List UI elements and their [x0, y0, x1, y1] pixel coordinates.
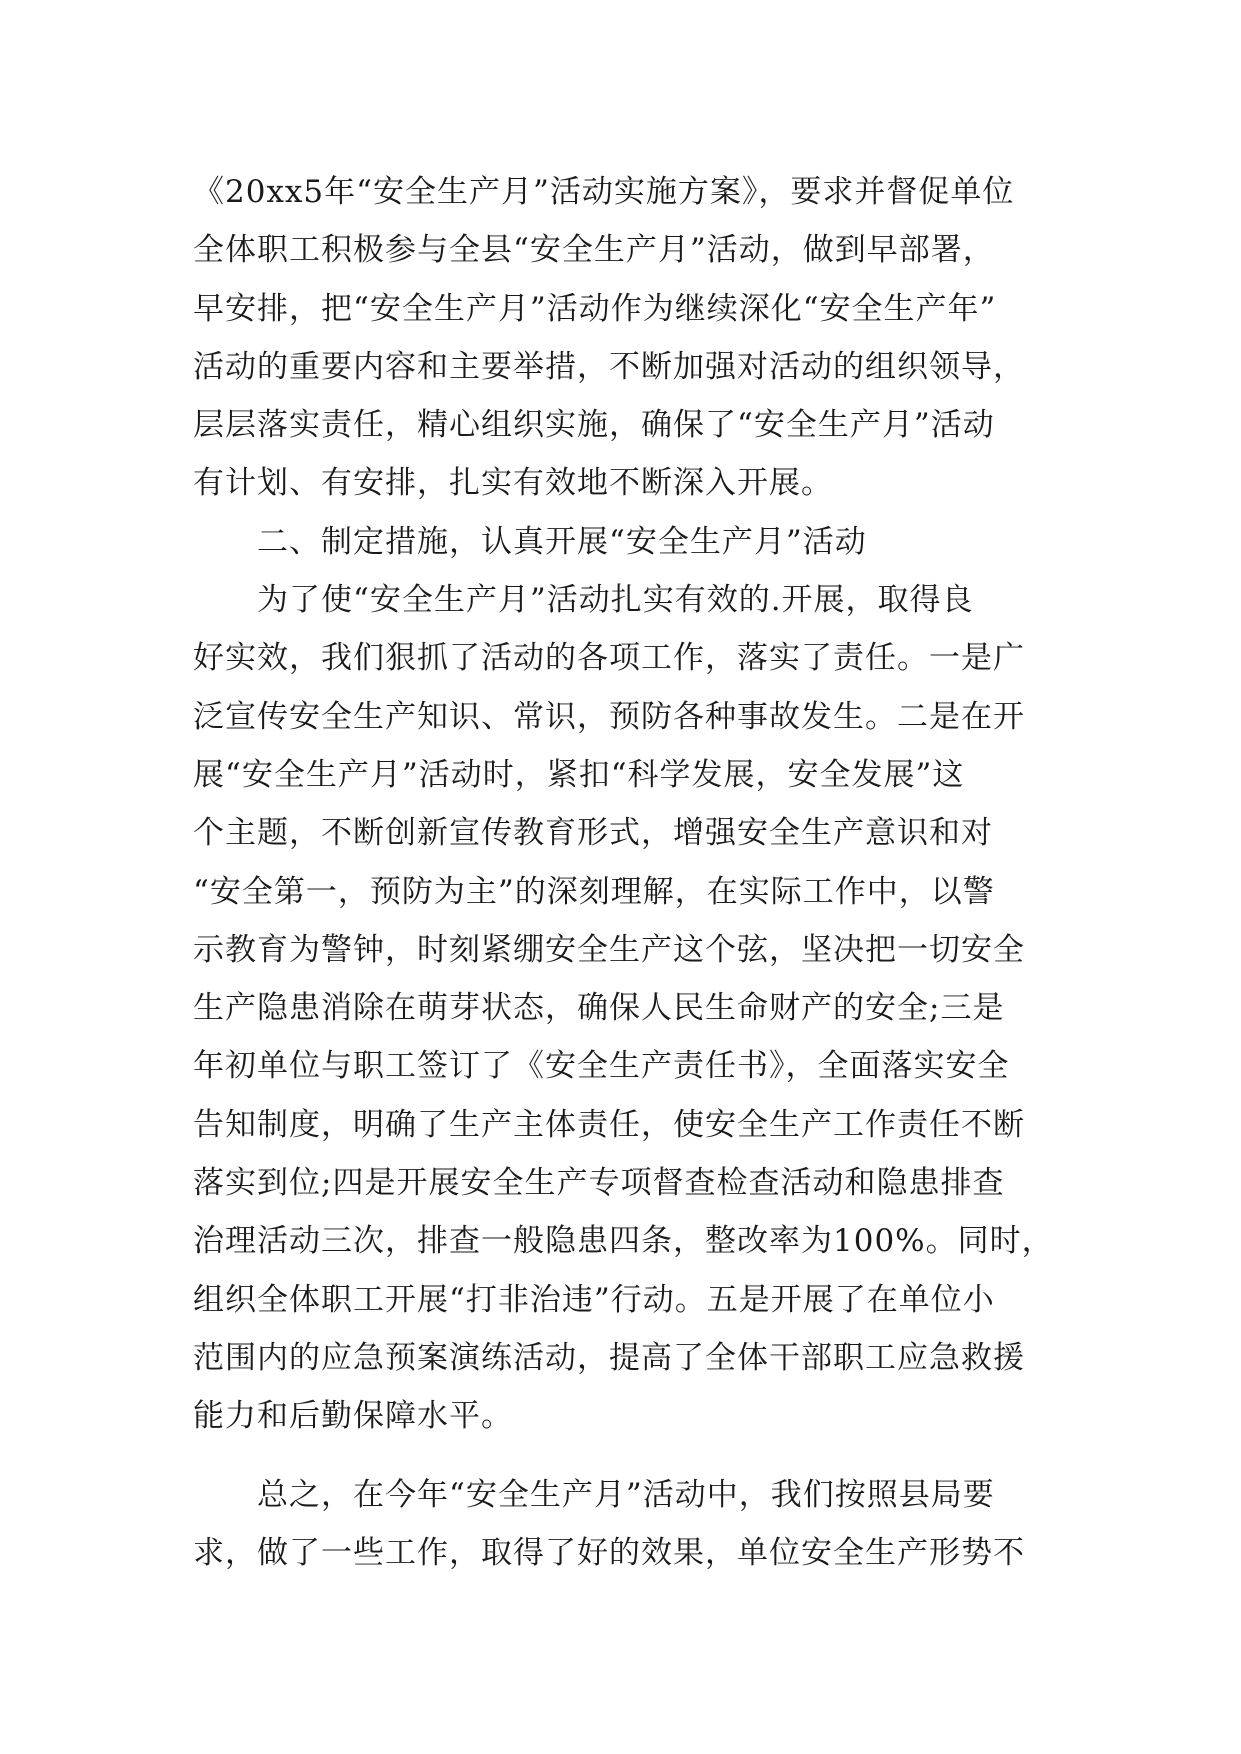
document-body — [193, 163, 1053, 1582]
text-line: 范围内的应急预案演练活动，提高了全体干部职工应急救援 — [193, 1339, 1025, 1376]
paragraph-summary — [193, 1466, 1053, 1583]
text-line: 活动的重要内容和主要举措，不断加强对活动的组织领导， — [193, 348, 1025, 385]
text-line: 层层落实责任，精心组织实施，确保了“安全生产月”活动 — [193, 407, 995, 444]
text-line: 早安排，把“安全生产月”活动作为继续深化“安全生产年” — [193, 290, 997, 327]
text-line: 年初单位与职工签订了《安全生产责任书》，全面落实安全 — [193, 1048, 1010, 1085]
heading-line: 二、制定措施，认真开展“安全生产月”活动 — [193, 523, 867, 560]
text-line: 为了使“安全生产月”活动扎实有效的.开展，取得良 — [193, 582, 974, 619]
text-line: 有计划、有安排，扎实有效地不断深入开展。 — [193, 465, 833, 502]
text-line: 好实效，我们狠抓了活动的各项工作，落实了责任。一是广 — [193, 640, 1025, 677]
text-line: 总之，在今年“安全生产月”活动中，我们按照县局要 — [193, 1476, 995, 1513]
text-line: 生产隐患消除在萌芽状态，确保人民生命财产的安全;三是 — [193, 990, 1005, 1027]
text-line: 落实到位;四是开展安全生产专项督查检查活动和隐患排查 — [193, 1165, 1005, 1202]
text-line: “安全第一，预防为主”的深刻理解，在实际工作中，以警 — [193, 873, 995, 910]
paragraph-continuation — [193, 163, 1053, 513]
text-line: 治理活动三次，排查一般隐患四条，整改率为100%。同时， — [193, 1223, 1054, 1260]
text-line: 求，做了一些工作，取得了好的效果，单位安全生产形势不 — [193, 1534, 1025, 1571]
text-line: 组织全体职工开展“打非治违”行动。五是开展了在单位小 — [193, 1281, 995, 1318]
text-line: 示教育为警钟，时刻紧绷安全生产这个弦，坚决把一切安全 — [193, 931, 1025, 968]
text-line: 个主题，不断创新宣传教育形式，增强安全生产意识和对 — [193, 815, 993, 852]
paragraph-spacer — [193, 1446, 1053, 1466]
text-line: 能力和后勤保障水平。 — [193, 1398, 513, 1435]
text-line: 告知制度，明确了生产主体责任，使安全生产工作责任不断 — [193, 1106, 1025, 1143]
text-line: 展“安全生产月”活动时，紧扣“科学发展，安全发展”这 — [193, 756, 965, 793]
paragraph-measures — [193, 571, 1053, 1445]
text-line: 《20xx5年“安全生产月”活动实施方案》，要求并督促单位 — [193, 174, 1015, 210]
text-line: 泛宣传安全生产知识、常识，预防各种事故发生。二是在开 — [193, 698, 1025, 735]
text-line: 全体职工积极参与全县“安全生产月”活动，做到早部署， — [193, 232, 995, 269]
section-heading — [193, 513, 1053, 571]
